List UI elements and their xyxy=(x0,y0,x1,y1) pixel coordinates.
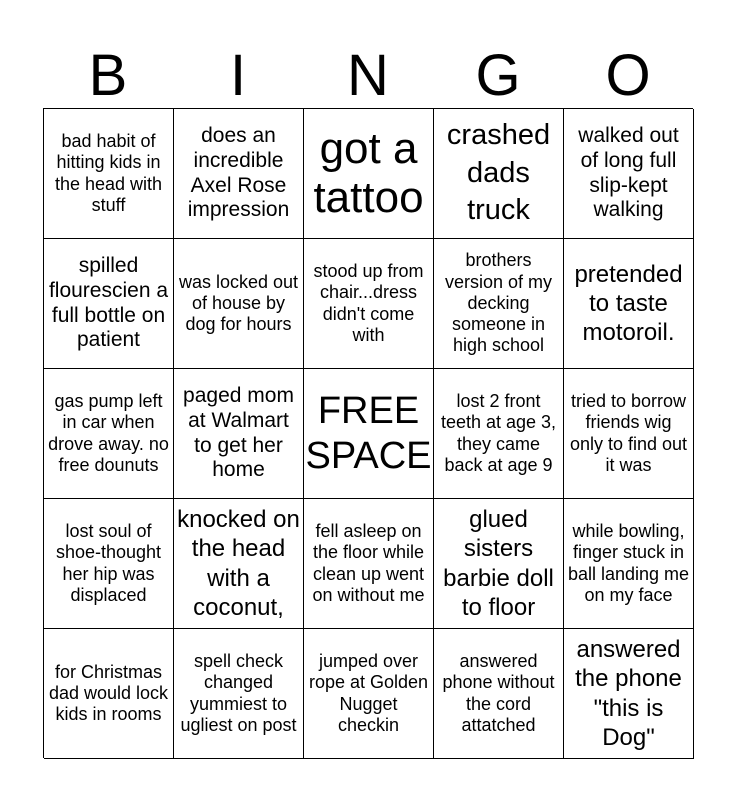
bingo-cell[interactable]: answered phone without the cord attatched xyxy=(434,629,564,759)
bingo-cell[interactable]: lost 2 front teeth at age 3, they came back at age 9 xyxy=(434,369,564,499)
bingo-cell[interactable]: walked out of long full slip-kept walking xyxy=(564,109,694,239)
bingo-cell[interactable]: fell asleep on the floor while clean up went on without me xyxy=(304,499,434,629)
bingo-cell[interactable]: pretended to taste motoroil. xyxy=(564,239,694,369)
bingo-cell[interactable]: lost soul of shoe-thought her hip was displaced xyxy=(44,499,174,629)
free-space-cell[interactable]: FREE SPACE xyxy=(304,369,434,499)
header-letter-i: I xyxy=(229,43,247,108)
bingo-cell[interactable]: bad habit of hitting kids in the head with stuff xyxy=(44,109,174,239)
bingo-cell[interactable]: tried to borrow friends wig only to find out it was xyxy=(564,369,694,499)
bingo-board xyxy=(43,108,693,758)
bingo-cell[interactable]: spilled flourescien a full bottle on patient xyxy=(44,239,174,369)
bingo-cell[interactable]: does an incredible Axel Rose impression xyxy=(174,109,304,239)
bingo-cell[interactable]: jumped over rope at Golden Nugget checkin xyxy=(304,629,434,759)
bingo-cell[interactable]: glued sisters barbie doll to floor xyxy=(434,499,564,629)
bingo-cell[interactable]: crashed dads truck xyxy=(434,109,564,239)
bingo-cell[interactable]: was locked out of house by dog for hours xyxy=(174,239,304,369)
bingo-cell[interactable]: brothers version of my decking someone in high school xyxy=(434,239,564,369)
bingo-header xyxy=(43,40,693,108)
header-letter-b: B xyxy=(88,43,128,108)
bingo-cell[interactable]: while bowling, finger stuck in ball landing me on my face xyxy=(564,499,694,629)
bingo-cell[interactable]: got a tattoo xyxy=(304,109,434,239)
bingo-cell[interactable]: for Christmas dad would lock kids in rooms xyxy=(44,629,174,759)
bingo-cell[interactable]: knocked on the head with a coconut, xyxy=(174,499,304,629)
bingo-cell[interactable]: spell check changed yummiest to ugliest on post xyxy=(174,629,304,759)
header-letter-o: O xyxy=(605,43,651,108)
bingo-cell[interactable]: stood up from chair...dress didn't come with xyxy=(304,239,434,369)
bingo-cell[interactable]: answered the phone "this is Dog" xyxy=(564,629,694,759)
bingo-cell[interactable]: gas pump left in car when drove away. no free dounuts xyxy=(44,369,174,499)
header-letter-g: G xyxy=(475,43,521,108)
header-letter-n: N xyxy=(347,43,389,108)
bingo-cell[interactable]: paged mom at Walmart to get her home xyxy=(174,369,304,499)
